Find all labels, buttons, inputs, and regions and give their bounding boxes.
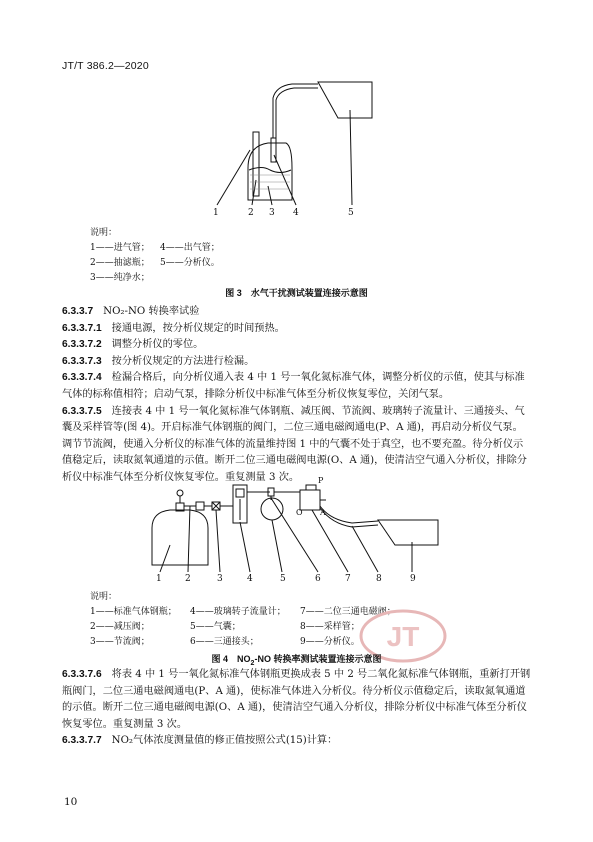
page-number: 10 bbox=[64, 796, 78, 808]
section-text: 按分析仪规定的方法进行检漏。 bbox=[111, 355, 255, 367]
fig4-label-3: 3 bbox=[217, 574, 223, 584]
fig3-label-1: 1 bbox=[213, 208, 219, 218]
fig4-caption: 图 4 $NO_2-NO$ 转换率测试装置连接示意图 bbox=[211, 654, 382, 667]
fig3-legend-item: 1——进气管； bbox=[90, 243, 150, 253]
section-text: NO₂气体浓度测量值的修正值按照公式(15)计算： bbox=[111, 735, 338, 747]
section-text: 接通电源，按分析仪规定的时间预热。 bbox=[111, 322, 285, 334]
fig4-label-8: 8 bbox=[376, 574, 382, 584]
port-label-p: P bbox=[318, 476, 324, 485]
fig4-legend-item: 1——标准气体钢瓶； bbox=[90, 607, 177, 617]
fig4-legend-item: 7——二位三通电磁阀； bbox=[300, 607, 396, 617]
svg-text:JT: JT bbox=[386, 621, 420, 652]
section-text: 连接表 4 中 1 号一氧化氮标准气体钢瓶、减压阀、节流阀、玻璃转子流量计、三通接头、气囊及采样管等(图 4)。开启标准气体钢瓶的阀门，二位三通电磁阀通电(P、A 通)，再启动分析仪气泵。调节节流阀，使通入分析仪的标准气体的流量维持图 1 中的气囊不处于真空，也不要充盈。待分析仪示值稳定后，读取氮氧通道的示值。断开二位三通电磁阀电源(O、A 通)，使清洁空气通入分析仪，排除分析仪中标准气体至分析仪恢复零位。重复测量 3 次。 bbox=[62, 405, 527, 483]
fig3-label-5: 5 bbox=[348, 208, 354, 218]
fig3-legend-item: 4——出气管； bbox=[160, 243, 220, 253]
section-number: 6.3.3.7 bbox=[62, 306, 94, 317]
fig4-label-2: 2 bbox=[185, 574, 191, 584]
fig3-legend-item: 2——抽滤瓶； bbox=[90, 258, 150, 268]
fig4-legend-item: 5——气囊； bbox=[190, 622, 241, 632]
fig4-legend-item: 4——玻璃转子流量计； bbox=[190, 607, 286, 617]
fig4-legend-title: 说明： bbox=[90, 592, 118, 602]
port-label-o: O bbox=[296, 508, 303, 517]
fig4-label-6: 6 bbox=[315, 574, 321, 584]
fig3-legend-title: 说明： bbox=[90, 228, 118, 238]
section-number: 6.3.3.7.7 bbox=[62, 735, 102, 747]
section-number: 6.3.3.7.4 bbox=[62, 372, 102, 384]
section-text: 将表 4 中 1 号一氧化氮标准气体钢瓶更换成表 5 中 2 号二氧化氮标准气体钢瓶，重新打开钢瓶阀门，二位三通电磁阀通电(P、A 通)，使标准气体进入分析仪。待分析仪示值稳定后，读取氮氧通道的示值。断开二位三通电磁阀电源(O、A 通)，使清洁空气通入分析仪，排除分析仪中标准气体至分析仪恢复零位。重复测量 3 次。 bbox=[62, 669, 531, 730]
fig4-label-9: 9 bbox=[410, 574, 416, 584]
document-id: JT/T 386.2—2020 bbox=[62, 60, 149, 72]
fig3-caption: 图 3 水气干扰测试装置连接示意图 bbox=[225, 288, 368, 298]
section-6-3-3-7 bbox=[62, 304, 532, 321]
fig4-legend-item: 3——节流阀； bbox=[90, 637, 150, 647]
fig4-legend-item: 8——采样管； bbox=[300, 622, 360, 632]
fig3-label-3: 3 bbox=[269, 208, 275, 218]
section-number: 6.3.3.7.5 bbox=[62, 405, 102, 417]
fig3-legend bbox=[90, 226, 220, 286]
section-number: 6.3.3.7.1 bbox=[62, 322, 102, 334]
section-number: 6.3.3.7.2 bbox=[62, 339, 102, 351]
section-number: 6.3.3.7.6 bbox=[62, 669, 102, 680]
section-block-2 bbox=[62, 667, 532, 750]
fig3-label-4: 4 bbox=[293, 208, 299, 218]
section-text: NO₂-NO 转换率试验 bbox=[103, 306, 200, 317]
fig3-label-2: 2 bbox=[248, 208, 254, 218]
fig4-label-4: 4 bbox=[247, 574, 253, 584]
section-text: 调整分析仪的零位。 bbox=[111, 339, 204, 351]
section-block-1 bbox=[62, 304, 532, 487]
fig4-legend-item: 6——三通接头； bbox=[190, 637, 259, 647]
fig4-label-5: 5 bbox=[280, 574, 286, 584]
fig4-legend bbox=[90, 590, 396, 650]
section-text: 检漏合格后，向分析仪通入表 4 中 1 号一氧化氮标准气体，调整分析仪的示值，使其与标准气体的标称值相符；启动气泵，排除分析仪中标准气体至分析仪恢复零位，关闭气泵。 bbox=[62, 372, 525, 400]
fig4-label-7: 7 bbox=[345, 574, 351, 584]
port-label-a: A bbox=[320, 508, 326, 517]
fig4-legend-item: 9——分析仪。 bbox=[300, 637, 360, 647]
section-number: 6.3.3.7.3 bbox=[62, 355, 102, 367]
fig3-legend-item: 3——纯净水； bbox=[90, 273, 150, 283]
fig4-label-1: 1 bbox=[156, 574, 162, 584]
fig4-legend-item: 2——减压阀； bbox=[90, 622, 150, 632]
fig3-legend-item: 5——分析仪。 bbox=[160, 258, 220, 268]
